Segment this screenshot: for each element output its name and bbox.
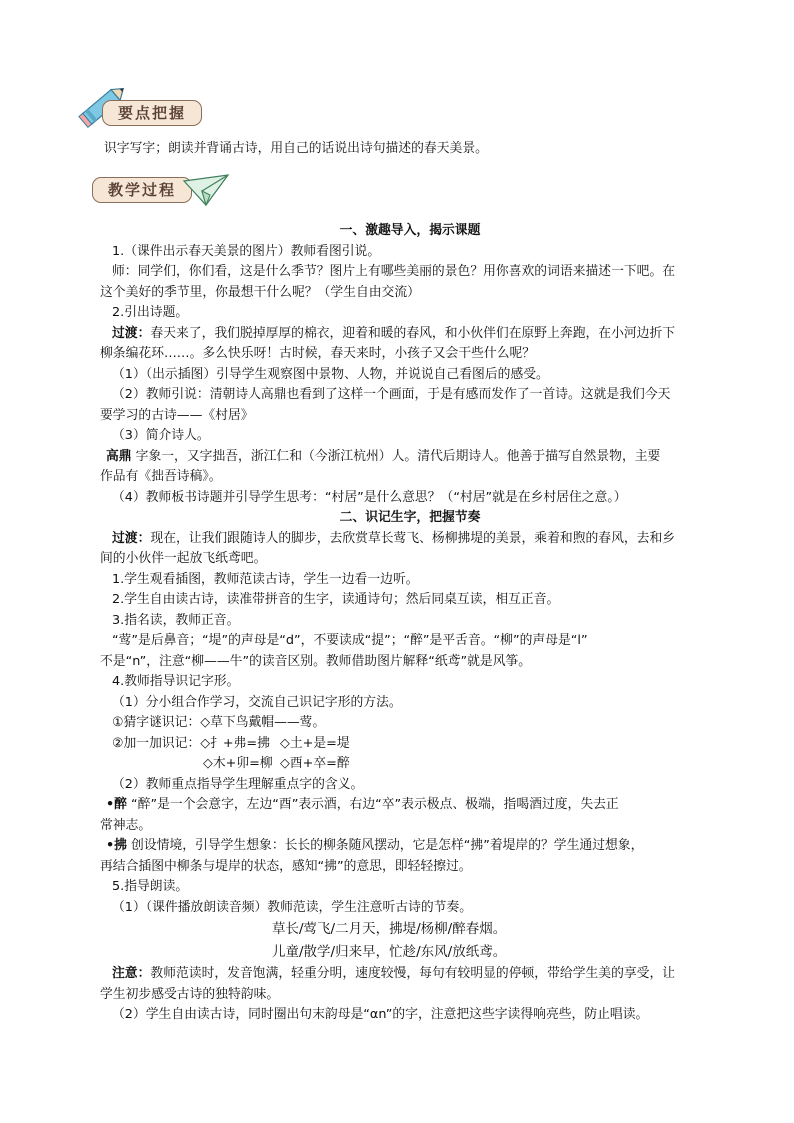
- transition-paragraph: [100, 324, 720, 345]
- char-text: 创设情境，引导学生想象：长长的柳条随风摆动，它是怎样“拂”着堤岸的？学生通过想象，: [126, 838, 644, 853]
- poem-line: 儿童/散学/归来早，忙趁/东风/放纸鸢。: [272, 944, 507, 960]
- note-paragraph: [100, 964, 720, 985]
- objective-block: [104, 139, 724, 160]
- poet-intro-text: 字象一，又字拙吾，浙江仁和（今浙江杭州）人。清代后期诗人。他善于描写自然景物，主要: [131, 448, 661, 464]
- lesson-body: [100, 221, 720, 1026]
- transition-label: 过渡：: [112, 530, 151, 546]
- paragraph: 1.（课件出示春天美景的图片）教师看图引说。: [112, 243, 381, 259]
- paragraph: 2.学生自由读古诗，读准带拼音的生字，读通诗句；然后同桌互读，相互正音。: [112, 592, 560, 607]
- glyph-item: ◇土+是=堤: [280, 735, 350, 751]
- teaching-process-label: 教学过程: [92, 177, 192, 203]
- section-1-title: 一、激趣导入，揭示课题: [339, 223, 481, 238]
- transition-text: 现在，让我们跟随诗人的脚步，去欣赏草长莺飞、杨柳拂堤的美景，乘着和煦的春风，去和乡: [150, 530, 676, 546]
- poem-line: 草长/莺飞/二月天，拂堤/杨柳/醉春烟。: [272, 921, 507, 937]
- paragraph: （2）教师重点指导学生理解重点字的含义。: [112, 776, 364, 792]
- paragraph: 师：同学们，你们看，这是什么季节？图片上有哪些美丽的景色？用你喜欢的词语来描述一下吧。在: [112, 264, 676, 279]
- char-explain: [100, 836, 720, 857]
- paragraph: 2.引出诗题。: [112, 305, 189, 320]
- paragraph: （1）（出示插图）引导学生观察图中景物、人物，并说说自己看图后的感受。: [112, 366, 549, 382]
- note-text: 教师范读时，发音饱满，轻重分明，速度较慢，每句有较明显的停顿，带给学生美的享受，让: [150, 966, 676, 981]
- paragraph: （1）（课件播放朗读音频）教师范读，学生注意听古诗的节奏。: [112, 899, 473, 915]
- paragraph: （3）简介诗人。: [112, 428, 210, 443]
- char-explain: [100, 795, 720, 816]
- paragraph: 不是“n”，注意“柳——牛”的读音区别。教师借助图片解释“纸鸢”就是风筝。: [100, 653, 532, 669]
- paragraph: （4）教师板书诗题并引导学生思考：“村居”是什么意思？（“村居”就是在乡村居住之意。）: [112, 489, 627, 505]
- objective-text: 识字写字；朗读并背诵古诗，用自己的话说出诗句描述的春天美景。: [104, 141, 488, 156]
- paragraph: （1）分小组合作学习，交流自己识记字形的方法。: [112, 694, 402, 710]
- char-label: •醉: [106, 797, 127, 812]
- char-text: “醉”是一个会意字，左边“酉”表示酒，右边“卒”表示极点、极端，指喝酒过度，失去正: [126, 797, 619, 812]
- glyph-item: ◇木+卯=柳: [203, 756, 273, 771]
- transition-text: 春天来了，我们脱掉厚厚的棉衣，迎着和暖的春风，和小伙伴们在原野上奔跑，在小河边折下: [150, 325, 676, 341]
- glyph-item: ◇酉+卒=醉: [280, 756, 350, 771]
- paragraph: ①猜字谜识记：◇草下鸟戴帽——莺。: [112, 715, 326, 730]
- paragraph: “莺”是后鼻音；“堤”的声母是“d”，不要读成“提”；“醉”是平舌音。“柳”的声母是“l”: [112, 633, 588, 648]
- paragraph: 柳条编花环……。多么快乐呀！古时候，春天来时，小孩子又会干些什么呢？: [100, 346, 536, 361]
- char-label: •拂: [106, 838, 127, 853]
- paragraph: 1.学生观看插图，教师范读古诗，学生一边看一边听。: [112, 571, 419, 587]
- paragraph: 3.指名读，教师正音。: [112, 612, 240, 628]
- poet-name: 高鼎: [106, 448, 132, 464]
- transition-label: 过渡：: [112, 325, 151, 341]
- paragraph: 常神志。: [100, 817, 152, 833]
- key-points-badge: [70, 86, 210, 132]
- paragraph: 再结合插图中柳条与堤岸的状态，感知“拂”的意思，即轻轻擦过。: [100, 858, 472, 874]
- paragraph: 5.指导朗读。: [112, 879, 189, 894]
- note-label: 注意：: [112, 966, 151, 981]
- paragraph: 间的小伙伴一起放飞纸鸢吧。: [100, 551, 267, 566]
- paragraph: 学生初步感受古诗的独特韵味。: [100, 986, 280, 1002]
- glyph-item: ②加一加识记：◇扌+弗=拂: [112, 735, 270, 751]
- glyph-row: [100, 734, 720, 755]
- paragraph: （2）学生自由读古诗，同时圈出句末韵母是“αn”的字，注意把这些字读得响亮些，防止唱读。: [112, 1007, 649, 1022]
- paragraph: 要学习的古诗——《村居》: [100, 407, 254, 423]
- paper-plane-icon: [182, 171, 232, 211]
- poet-intro: [100, 447, 720, 468]
- transition-paragraph: [100, 529, 720, 550]
- paragraph: 作品有《拙吾诗稿》。: [100, 469, 222, 484]
- teaching-process-badge: [70, 163, 220, 213]
- paragraph: 这个美好的季节里，你最想干什么呢？（学生自由交流）: [100, 284, 420, 300]
- paragraph: 4.教师指导识记字形。: [112, 674, 240, 689]
- key-points-label: 要点把握: [102, 100, 202, 126]
- section-2-title: 二、识记生字，把握节奏: [339, 510, 481, 525]
- glyph-row: [100, 754, 720, 775]
- paragraph: （2）教师引说：清朝诗人高鼎也看到了这样一个画面，于是有感而发作了一首诗。这就是我们今天: [112, 387, 671, 402]
